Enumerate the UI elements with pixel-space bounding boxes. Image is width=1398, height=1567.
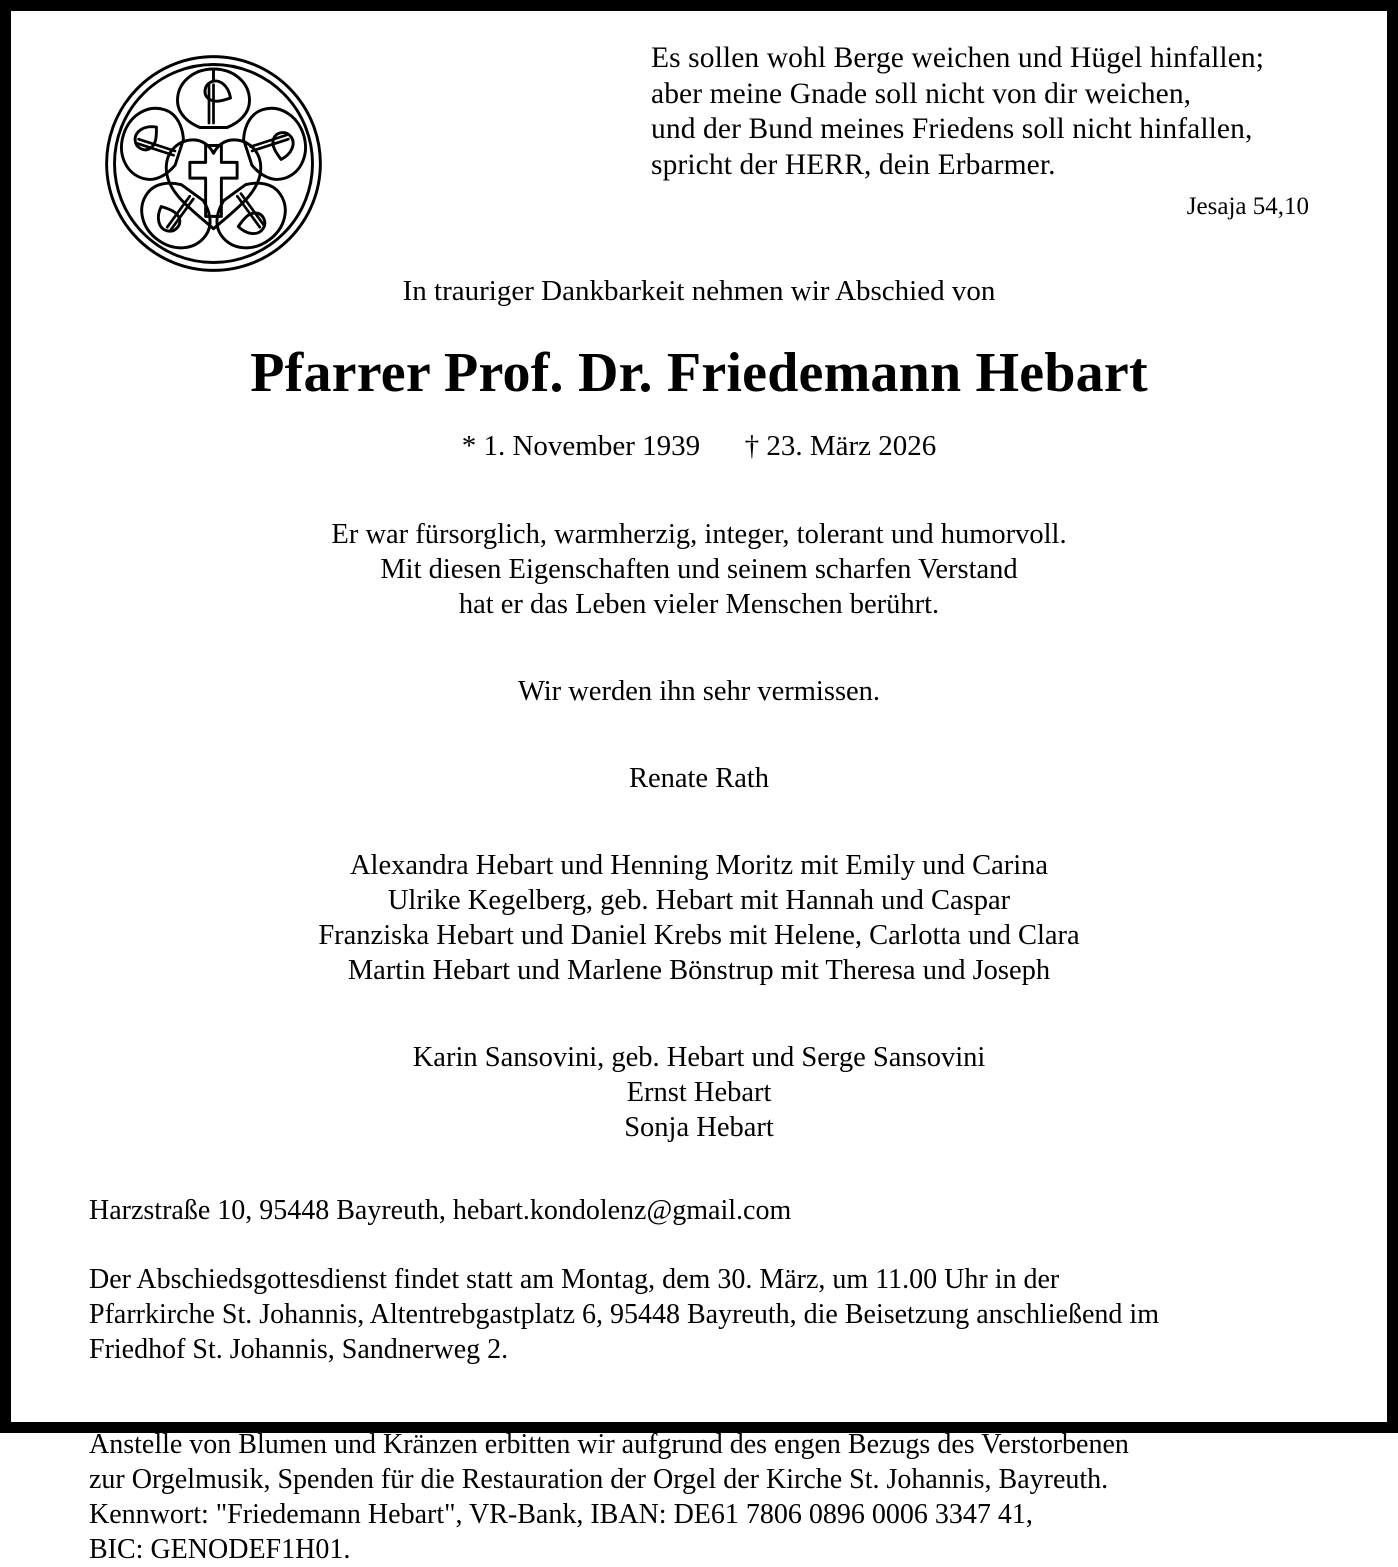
donation-line-1: Anstelle von Blumen und Kränzen erbitten wir aufgrund des engen Bezugs des Verstorbenen [89, 1429, 1129, 1460]
birth-symbol: * [461, 430, 477, 462]
death-date: 23. März 2026 [766, 430, 937, 462]
widow-name: Renate Rath [628, 763, 770, 794]
family-line: Alexandra Hebart und Henning Moritz mit Emily und Carina [349, 850, 1049, 881]
verse-line-4: spricht der HERR, dein Erbarmer. [651, 148, 1056, 181]
donation-line-2: zur Orgelmusik, Spenden für die Restauration der Orgel der Kirche St. Johannis, Bayreuth. [89, 1464, 1109, 1495]
tribute-text [89, 517, 1309, 622]
family-line: Franziska Hebart und Daniel Krebs mit Helene, Carlotta und Clara [318, 920, 1080, 951]
farewell-intro: In trauriger Dankbarkeit nehmen wir Abschied von [402, 275, 996, 307]
service-line-2: Pfarrkirche St. Johannis, Altentrebgastplatz 6, 95448 Bayreuth, die Beisetzung anschließend im [89, 1299, 1159, 1330]
verse-line-3: und der Bund meines Friedens soll nicht hinfallen, [651, 113, 1253, 145]
service-line-1: Der Abschiedsgottesdienst findet statt am Montag, dem 30. März, um 11.00 Uhr in der [89, 1264, 1060, 1295]
service-details [89, 1262, 1309, 1367]
verse-reference: Jesaja 54,10 [1186, 193, 1309, 220]
family-group-secondary [89, 1040, 1309, 1145]
verse-line-2: aber meine Gnade soll nicht von dir weichen, [651, 77, 1192, 110]
luther-rose-icon [101, 51, 326, 276]
farewell-line: Wir werden ihn sehr vermissen. [517, 676, 881, 707]
page-title: Pfarrer Prof. Dr. Friedemann Hebart [250, 342, 1148, 404]
obituary-inner [11, 11, 1387, 1565]
header-region [89, 37, 1309, 255]
contact-address: Harzstraße 10, 95448 Bayreuth, hebart.kondolenz@gmail.com [89, 1195, 792, 1226]
bible-verse [651, 41, 1311, 221]
family-line: Karin Sansovini, geb. Hebart und Serge Sansovini [412, 1042, 986, 1073]
family-line: Martin Hebart und Marlene Bönstrup mit Theresa und Joseph [347, 955, 1051, 986]
donation-line-4: BIC: GENODEF1H01. [89, 1534, 351, 1565]
service-line-3: Friedhof St. Johannis, Sandnerweg 2. [89, 1334, 509, 1365]
donation-line-3: Kennwort: "Friedemann Hebart", VR-Bank, IBAN: DE61 7806 0896 0006 3347 41, [89, 1499, 1033, 1530]
family-line: Sonja Hebart [624, 1112, 774, 1143]
birth-date: 1. November 1939 [483, 430, 701, 462]
family-line: Ernst Hebart [626, 1077, 772, 1108]
tribute-line-2: Mit diesen Eigenschaften und seinem scharfen Verstand [380, 554, 1018, 585]
life-dates [89, 429, 1309, 463]
verse-line-1: Es sollen wohl Berge weichen und Hügel hinfallen; [651, 42, 1265, 74]
family-group-primary [89, 848, 1309, 988]
tribute-line-3: hat er das Leben vieler Menschen berührt. [458, 589, 940, 620]
death-symbol: † [744, 430, 760, 462]
donation-details [89, 1427, 1309, 1567]
tribute-line-1: Er war fürsorglich, warmherzig, integer, tolerant und humorvoll. [331, 519, 1067, 550]
family-line: Ulrike Kegelberg, geb. Hebart mit Hannah und Caspar [387, 885, 1011, 916]
